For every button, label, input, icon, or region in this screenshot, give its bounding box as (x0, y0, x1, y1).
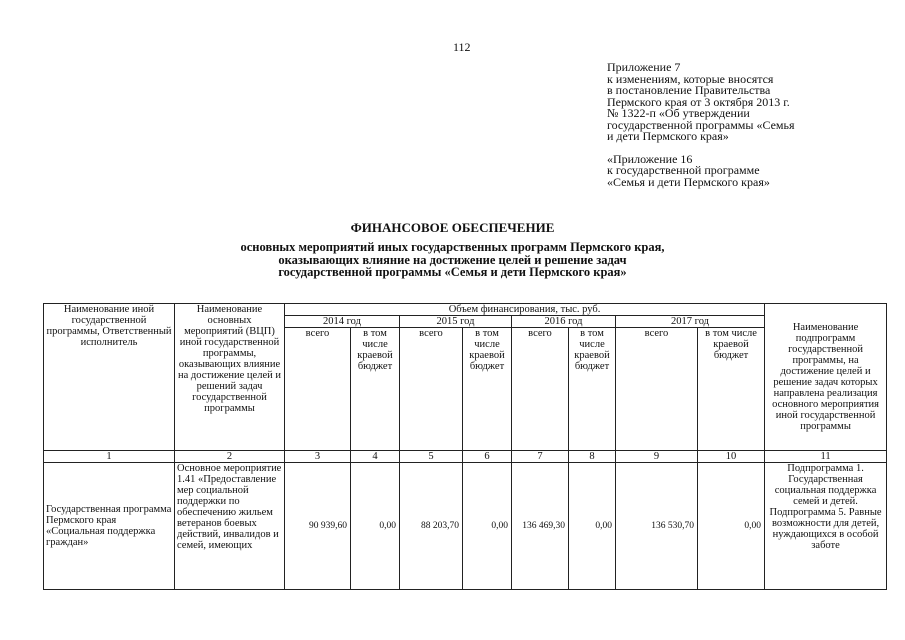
value-2017-regional: 0,00 (698, 463, 765, 590)
appendix-line: к изменениям, которые вносятся (607, 71, 774, 86)
header-year: 2017 год (616, 316, 765, 328)
row-program: Государственная программа Пермского края «Социальная поддержка граждан» (44, 463, 175, 590)
column-number: 8 (569, 451, 616, 463)
header-regional: в том числе краевой бюджет (569, 328, 616, 451)
header-total: всего (285, 328, 351, 451)
column-number: 10 (698, 451, 765, 463)
row-subprograms: Подпрограмма 1. Государственная социальная поддержка семей и детей. Подпрограмма 5. Равные возможности для детей, нуждающихся в особой заботе (765, 463, 887, 590)
column-number: 4 (351, 451, 400, 463)
document-subtitle (0, 241, 905, 279)
subtitle-line: оказывающих влияние на достижение целей и решение задач (278, 252, 627, 267)
appendix-line: «Приложение 16 (607, 151, 693, 166)
document-title: ФИНАНСОВОЕ ОБЕСПЕЧЕНИЕ (350, 220, 555, 235)
column-number: 11 (765, 451, 887, 463)
header-program: Наименование иной государственной программы, Ответственный исполнитель (44, 304, 175, 451)
header-total: всего (400, 328, 463, 451)
header-regional: в том числе краевой бюджет (351, 328, 400, 451)
appendix-line: Приложение 7 (607, 60, 681, 74)
appendix-line: Пермского края от 3 октября 2013 г. (607, 94, 790, 109)
column-number: 7 (512, 451, 569, 463)
value-2017-total: 136 530,70 (616, 463, 698, 590)
appendix-block (607, 62, 892, 188)
header-regional: в том числе краевой бюджет (698, 328, 765, 451)
value-2015-regional: 0,00 (463, 463, 512, 590)
header-subprograms: Наименование подпрограмм государственной программы, на достижение целей и решение задач которых направлена реализация основного мероприятия иной государственной программы (765, 304, 887, 451)
column-number: 9 (616, 451, 698, 463)
appendix-line: № 1322-п «Об утверждении (607, 106, 750, 120)
value-2016-total: 136 469,30 (512, 463, 569, 590)
appendix-line: «Семья и дети Пермского края» (607, 174, 770, 189)
column-number: 2 (175, 451, 285, 463)
financing-table (43, 303, 887, 590)
column-number: 6 (463, 451, 512, 463)
appendix-line: государственной программы «Семья (607, 117, 795, 132)
header-volume: Объем финансирования, тыс. руб. (285, 304, 765, 316)
appendix-line: к государственной программе (607, 163, 760, 177)
value-2014-total: 90 939,60 (285, 463, 351, 590)
subtitle-line: основных мероприятий иных государственных программ Пермского края, (240, 240, 665, 254)
header-year: 2015 год (400, 316, 512, 328)
row-measure: Основное мероприятие 1.41 «Предоставление мер социальной поддержки по обеспечению жильем ветеранов боевых действий, инвалидов и семей, имеющих (175, 463, 285, 590)
appendix-line: в постановление Правительства (607, 83, 771, 97)
header-year: 2014 год (285, 316, 400, 328)
appendix-line: и дети Пермского края» (607, 129, 729, 143)
header-regional: в том числе краевой бюджет (463, 328, 512, 451)
column-number: 1 (44, 451, 175, 463)
value-2015-total: 88 203,70 (400, 463, 463, 590)
value-2014-regional: 0,00 (351, 463, 400, 590)
page-number: 112 (453, 40, 471, 54)
header-measure: Наименование основных мероприятий (ВЦП) иной государственной программы, оказывающих влияние на достижение целей и решений задач государственной программы (175, 304, 285, 451)
subtitle-line: государственной программы «Семья и дети Пермского края» (278, 265, 627, 279)
header-total: всего (616, 328, 698, 451)
header-year: 2016 год (512, 316, 616, 328)
header-total: всего (512, 328, 569, 451)
value-2016-regional: 0,00 (569, 463, 616, 590)
column-number: 5 (400, 451, 463, 463)
column-number: 3 (285, 451, 351, 463)
